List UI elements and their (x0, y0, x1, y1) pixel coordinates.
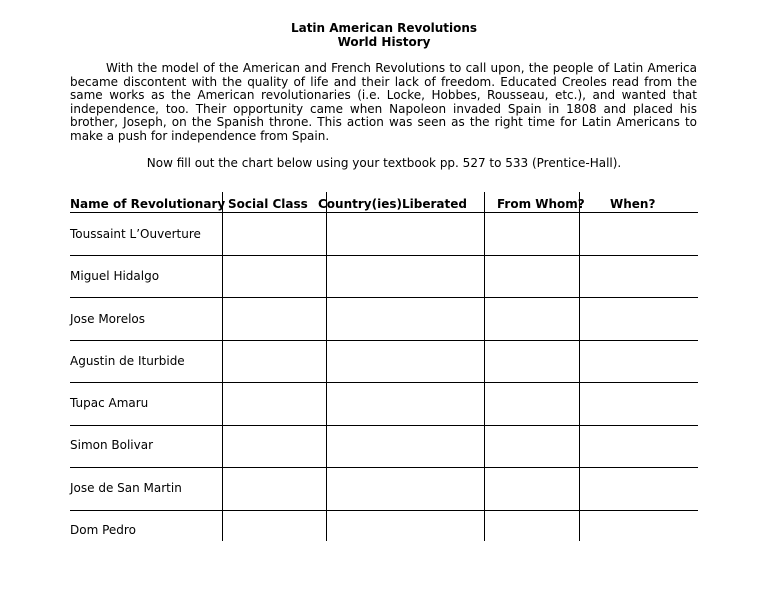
table-row-line (70, 255, 698, 256)
row-name-toussaint: Toussaint L’Ouverture (70, 227, 201, 241)
table-row-line (70, 467, 698, 468)
header-countries-liberated: Country(ies)Liberated (318, 197, 467, 211)
table-row-line (70, 297, 698, 298)
row-name-san-martin: Jose de San Martin (70, 481, 182, 495)
row-name-tupac-amaru: Tupac Amaru (70, 396, 149, 410)
document-subtitle: World History (337, 35, 431, 49)
instruction-text: Now fill out the chart below using your textbook pp. 527 to 533 (Prentice-Hall). (146, 156, 622, 170)
header-when: When? (610, 197, 656, 211)
document-title: Latin American Revolutions (290, 21, 478, 35)
row-name-hidalgo: Miguel Hidalgo (70, 269, 160, 283)
row-name-morelos: Jose Morelos (70, 312, 146, 326)
header-name-of-revolutionary: Name of Revolutionary (70, 197, 226, 211)
table-column-line (326, 192, 327, 541)
table-row-line (70, 340, 698, 341)
header-social-class: Social Class (228, 197, 308, 211)
table-column-line (579, 192, 580, 541)
table-row-line (70, 382, 698, 383)
table-row-line (70, 510, 698, 511)
row-name-bolivar: Simon Bolivar (70, 438, 154, 452)
row-name-iturbide: Agustin de Iturbide (70, 354, 185, 368)
row-name-dom-pedro: Dom Pedro (70, 523, 136, 537)
table-column-line (484, 192, 485, 541)
table-column-line (222, 192, 223, 541)
header-from-whom: From Whom? (497, 197, 585, 211)
table-row-line (70, 425, 698, 426)
table-header-line (70, 212, 698, 213)
intro-paragraph: With the model of the American and French Revolutions to call upon, the people of Latin America became discontent with the quality of life and their lack of freedom. Educated Creoles read from the same works as the American revolutionaries (i.e. Locke, Hobbes, Rousseau, etc.), and wanted that independence, too. Their opportunity came when Napoleon invaded Spain in 1808 and placed his brother, Joseph, on the Spanish throne. This action was seen as the right time for Latin Americans to make a push for independence from Spain. (70, 61, 697, 143)
